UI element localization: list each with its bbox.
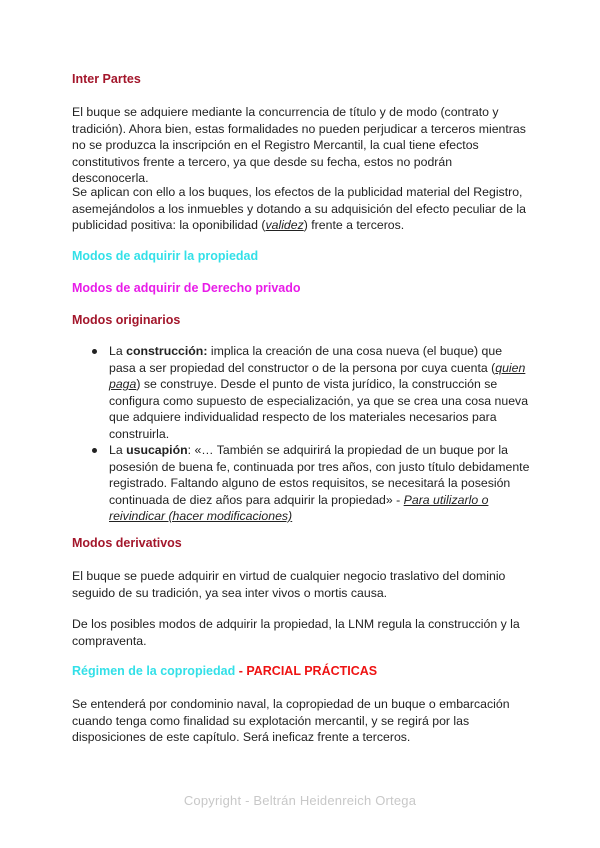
quien-paga-link[interactable]: quien paga bbox=[109, 360, 526, 391]
bullet-text: ) se construye. Desde el punto de vista jurídico, la construcción se configura como supuesto de especialización, ya que se crea una cosa nueva que adquiere individualidad respecto de los materiales necesarios para construirla. bbox=[109, 377, 529, 441]
list-item bbox=[72, 343, 532, 442]
bullet-list bbox=[72, 343, 532, 525]
utilizarlo-link[interactable]: Para utilizarlo o reivindicar (hacer modificaciones) bbox=[109, 492, 489, 523]
validez-link[interactable]: validez bbox=[265, 218, 304, 232]
paragraph-text: Se aplican con ello a los buques, los efectos de la publicidad material del Registro, asemejándolos a los inmuebles y dotando a su adquisición del efecto peculiar de la publicidad positiva: la oponibilidad ( bbox=[72, 185, 526, 232]
heading-inter-partes: Inter Partes bbox=[72, 72, 141, 86]
bullet-text: implica la creación de una cosa nueva (el buque) que pasa a ser propiedad del constructor o de la persona por cuya cuenta ( bbox=[109, 344, 503, 375]
bullet-term: construcción: bbox=[126, 344, 208, 358]
heading-copropiedad bbox=[72, 664, 377, 678]
heading-separator: - bbox=[235, 664, 247, 678]
bullet-text: : «… También se adquirirá la propiedad de un buque por la posesión de buena fe, continuada por tres años, con justo título debidamente registrado. Faltando alguno de estos requisitos, se necesitará la posesión continuada de diez años para adquirir la propiedad» - bbox=[109, 443, 530, 507]
bullet-lead: La bbox=[109, 443, 127, 457]
heading-copropiedad-title: Régimen de la copropiedad bbox=[72, 664, 236, 678]
bullet-icon bbox=[92, 349, 97, 354]
heading-modos-adquirir: Modos de adquirir la propiedad bbox=[72, 249, 259, 263]
bullet-icon bbox=[92, 448, 97, 453]
heading-modos-derecho-privado: Modos de adquirir de Derecho privado bbox=[72, 281, 301, 295]
paragraph-derivativos-2: De los posibles modos de adquirir la propiedad, la LNM regula la construcción y la compraventa. bbox=[72, 617, 520, 648]
list-item bbox=[72, 442, 532, 525]
bullet-lead: La bbox=[109, 344, 127, 358]
paragraph-inter-partes-2 bbox=[72, 184, 532, 234]
bullet-term: usucapión bbox=[126, 443, 188, 457]
heading-modos-originarios: Modos originarios bbox=[72, 313, 181, 327]
paragraph-inter-partes-1: El buque se adquiere mediante la concurrencia de título y de modo (contrato y tradición). Ahora bien, estas formalidades no pueden perjudicar a terceros mientras no se produzca la inscripción en el Registro Mercantil, la cual tiene efectos constitutivos frente a tercero, ya que desde su fecha, estos no podrán desconocerla. bbox=[72, 105, 526, 185]
heading-modos-derivativos: Modos derivativos bbox=[72, 536, 182, 550]
paragraph-copropiedad-1: Se entenderá por condominio naval, la copropiedad de un buque o embarcación cuando tenga como finalidad su explotación mercantil, y se regirá por las disposiciones de este capítulo. Será ineficaz frente a terceros. bbox=[72, 697, 510, 744]
paragraph-text: ) frente a terceros. bbox=[303, 218, 405, 232]
parcial-practicas-tag: PARCIAL PRÁCTICAS bbox=[246, 664, 378, 678]
copyright-footer: Copyright - Beltrán Heidenreich Ortega bbox=[183, 793, 417, 808]
paragraph-derivativos-1: El buque se puede adquirir en virtud de cualquier negocio traslativo del dominio seguido de su tradición, ya sea inter vivos o mortis causa. bbox=[72, 569, 506, 600]
